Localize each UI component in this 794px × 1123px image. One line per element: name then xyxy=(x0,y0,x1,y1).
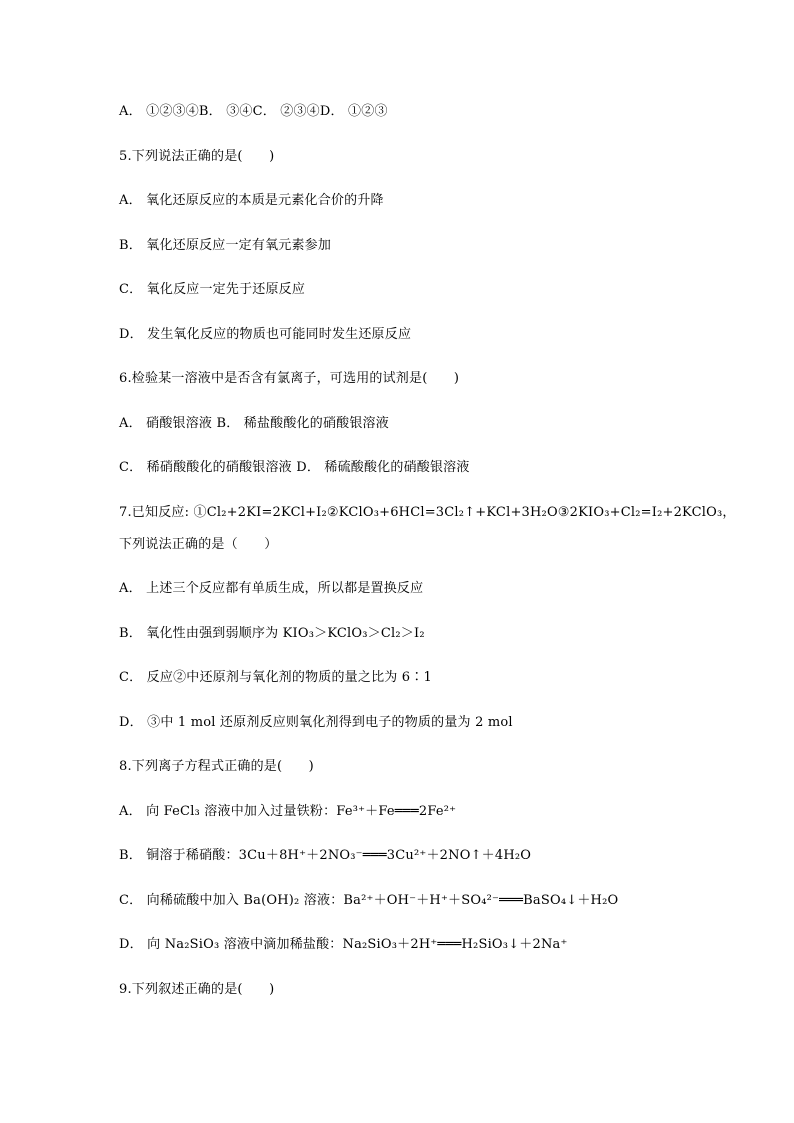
q8-stem: 8.下列离子方程式正确的是( ) xyxy=(119,759,314,774)
q7-stem-cont: 下列说法正确的是（ ） xyxy=(119,537,278,552)
q6-options-ab: A． 硝酸银溶液 B． 稀盐酸酸化的硝酸银溶液 xyxy=(119,416,389,431)
q8-option-a: A． 向 FeCl₃ 溶液中加入过量铁粉：Fe³⁺＋Fe═══2Fe²⁺ xyxy=(119,804,457,819)
q6-options-cd: C． 稀硝酸酸化的硝酸银溶液 D． 稀硫酸酸化的硝酸银溶液 xyxy=(119,460,470,475)
q7-option-b: B． 氧化性由强到弱顺序为 KIO₃＞KClO₃＞Cl₂＞I₂ xyxy=(119,626,425,641)
q8-option-b: B． 铜溶于稀硝酸：3Cu＋8H⁺＋2NO₃⁻═══3Cu²⁺＋2NO↑＋4H₂O xyxy=(119,848,532,863)
q4-options: A． ①②③④B． ③④C． ②③④D． ①②③ xyxy=(119,104,388,119)
q6-stem: 6.检验某一溶液中是否含有氯离子，可选用的试剂是( ) xyxy=(119,371,460,386)
q7-option-c: C． 反应②中还原剂与氧化剂的物质的量之比为 6∶1 xyxy=(119,670,432,685)
q5-option-b: B． 氧化还原反应一定有氧元素参加 xyxy=(119,238,332,253)
q7-option-d: D． ③中 1 mol 还原剂反应则氧化剂得到电子的物质的量为 2 mol xyxy=(119,715,513,730)
q5-option-c: C． 氧化反应一定先于还原反应 xyxy=(119,282,306,297)
q9-stem: 9.下列叙述正确的是( ) xyxy=(119,982,275,997)
q5-option-a: A． 氧化还原反应的本质是元素化合价的升降 xyxy=(119,193,384,208)
q5-stem: 5.下列说法正确的是( ) xyxy=(119,149,275,164)
q8-option-c: C． 向稀硫酸中加入 Ba(OH)₂ 溶液：Ba²⁺＋OH⁻＋H⁺＋SO₄²⁻═══BaSO₄↓＋H₂O xyxy=(119,893,619,908)
q5-option-d: D． 发生氧化反应的物质也可能同时发生还原反应 xyxy=(119,327,412,342)
q7-option-a: A． 上述三个反应都有单质生成，所以都是置换反应 xyxy=(119,581,424,596)
q8-option-d: D． 向 Na₂SiO₃ 溶液中滴加稀盐酸：Na₂SiO₃＋2H⁺═══H₂SiO₃↓＋2Na⁺ xyxy=(119,937,568,952)
q7-stem: 7.已知反应: ①Cl₂+2KI=2KCl+I₂②KClO₃+6HCl=3Cl₂↑+KCl+3H₂O③2KIO₃+Cl₂=I₂+2KClO₃， xyxy=(119,505,736,520)
